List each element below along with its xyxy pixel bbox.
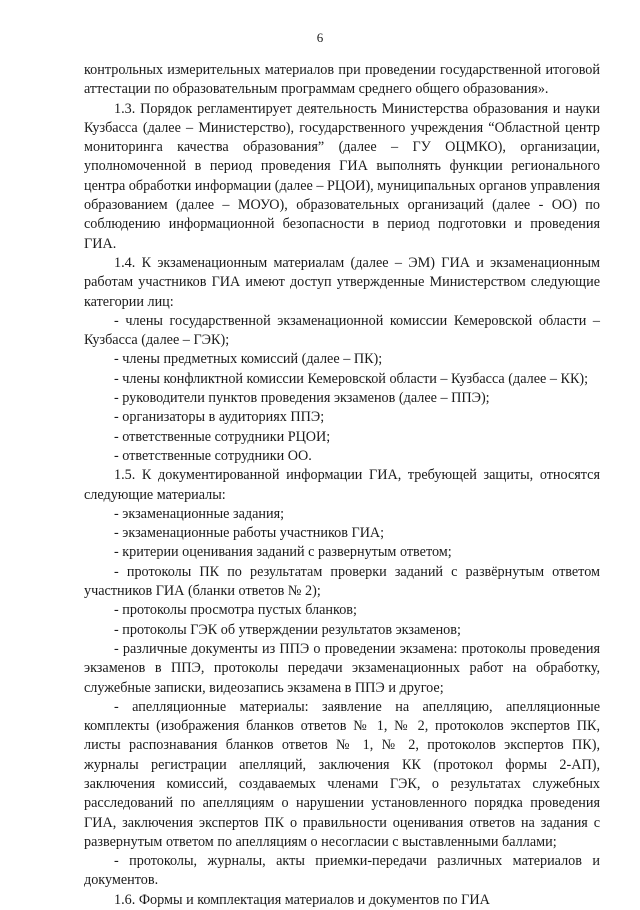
list-item: - экзаменационные работы участников ГИА; (114, 525, 385, 542)
list-item: - члены государственной экзаменационной комиссии Кемеровской области – Кузбасса (далее – ГЭК); (84, 312, 600, 349)
list-item: - члены конфликтной комиссии Кемеровской области – Кузбасса (далее – КК); (114, 370, 589, 387)
list-item: - протоколы ГЭК об утверждении результатов экзаменов; (114, 621, 461, 638)
list-item: - критерии оценивания заданий с развернутым ответом; (114, 544, 452, 561)
list-item: - руководители пунктов проведения экзаменов (далее – ППЭ); (114, 390, 490, 407)
list-item: - протоколы ПК по результатам проверки заданий с развёрнутым ответом участников ГИА (бланки ответов № 2); (84, 563, 600, 600)
numbered-paragraph: 1.3. Порядок регламентирует деятельность Министерства образования и науки Кузбасса (далее – Министерство), государственного учреждения “Областной центр мониторинга качества образования” (далее – ГУ ОЦМКО), организации, уполномоченной в период проведения ГИА выполнять функции регионального центра обработки информации (далее – РЦОИ), муниципальных органов управления образованием (далее – МОУО), образовательных организаций (далее - ОО) по соблюдению информационной безопасности в период подготовки и проведения ГИА. (84, 100, 600, 252)
page-number: 6 (316, 30, 324, 45)
numbered-paragraph: 1.6. Формы и комплектация материалов и документов по ГИА (114, 891, 490, 908)
list-item: - организаторы в аудиториях ППЭ; (114, 409, 325, 426)
list-item: - протоколы просмотра пустых бланков; (114, 602, 357, 619)
list-item: - экзаменационные задания; (114, 505, 285, 522)
list-item: - апелляционные материалы: заявление на апелляцию, апелляционные комплекты (изображения бланков ответов № 1, № 2, протоколов экспертов ПК, листы распознавания бланков ответов № 1, № 2, протоколов экспертов ПК), журналы регистрации апелляций, заключения КК (протокол формы 2-АП), заключения комиссий, создаваемых членами ГЭК, о результатах служебных расследований по апелляциям о нарушении установленного порядка проведения ГИА, заключения экспертов ПК о правильности оценивания ответов на задания с развернутым ответом по апелляциям о несогласии с выставленными баллами; (84, 698, 600, 850)
paragraph-continuation: контрольных измерительных материалов при проведении государственной итоговой аттестации по образовательным программам среднего общего образования». (84, 62, 600, 98)
list-item: - различные документы из ППЭ о проведении экзамена: протоколы проведения экзаменов в ППЭ, протоколы передачи экзаменационных работ на обработку, служебные записки, видеозапись экзамена в ППЭ и другое; (84, 640, 600, 696)
list-item: - члены предметных комиссий (далее – ПК); (114, 351, 383, 368)
document-body (84, 61, 600, 910)
list-item: - ответственные сотрудники РЦОИ; (114, 428, 331, 445)
list-item: - ответственные сотрудники ОО. (114, 447, 312, 464)
numbered-paragraph: 1.5. К документированной информации ГИА, требующей защиты, относятся следующие материалы: (84, 467, 600, 503)
numbered-paragraph: 1.4. К экзаменационным материалам (далее – ЭМ) ГИА и экзаменационным работам участников ГИА имеют доступ утвержденные Министерством следующие категории лиц: (84, 254, 600, 310)
list-item: - протоколы, журналы, акты приемки-передачи различных материалов и документов. (84, 853, 600, 889)
